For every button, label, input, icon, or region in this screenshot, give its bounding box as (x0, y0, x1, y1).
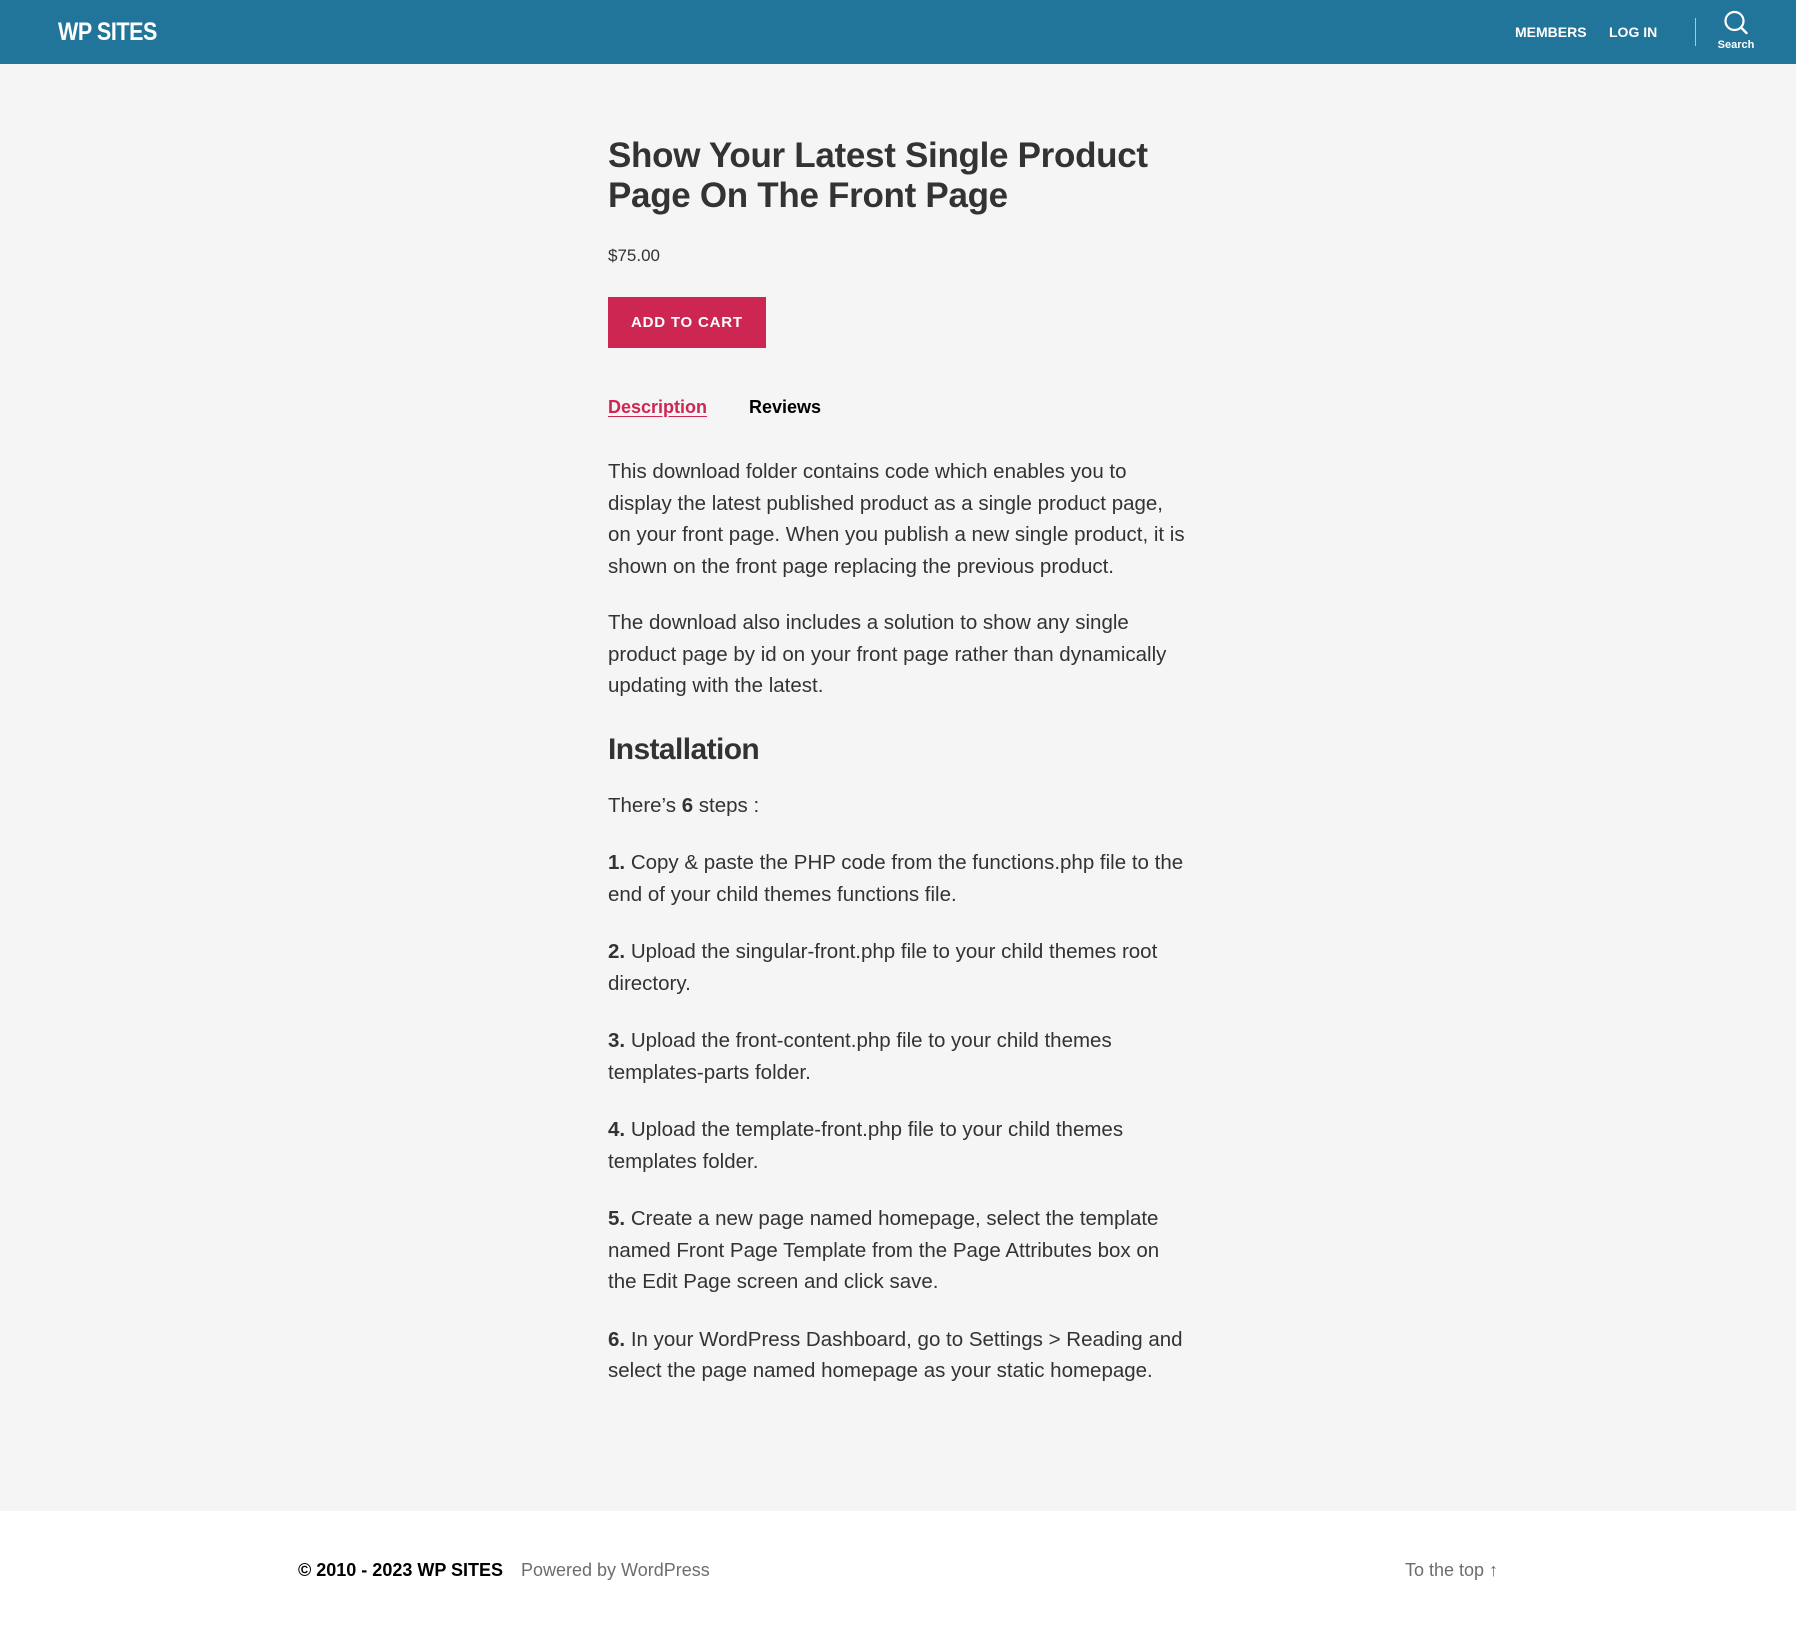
tab-description[interactable]: Description (608, 397, 708, 417)
step-text: Upload the front-content.php file to your child themes templates-parts folder. (608, 1029, 1112, 1084)
steps-count: 6 (681, 793, 694, 817)
installation-step (608, 1025, 1188, 1088)
search-label: Search (1717, 39, 1755, 51)
description-panel (608, 456, 1188, 1387)
product-tabs (608, 396, 1188, 420)
installation-step (608, 1114, 1188, 1177)
step-text: Create a new page named homepage, select the template named Front Page Template from the Page Attributes box on the Edit Page screen and click save. (608, 1207, 1160, 1293)
step-text: Copy & paste the PHP code from the functions.php file to the end of your child themes functions file. (608, 851, 1184, 906)
search-icon (1723, 10, 1749, 36)
description-paragraph: This download folder contains code which enables you to display the latest published product as a single product page, on your front page. When you publish a new single product, it is shown on the front page replacing the previous product. (608, 460, 1185, 578)
to-the-top-link[interactable]: To the top ↑ (1405, 1560, 1499, 1580)
tab-reviews[interactable]: Reviews (749, 397, 822, 417)
step-number: 3. (608, 1029, 626, 1052)
step-number: 6. (608, 1327, 626, 1351)
step-text: Upload the template-front.php file to your child themes templates folder. (608, 1118, 1124, 1173)
nav-link-members[interactable]: MEMBERS (1515, 24, 1587, 40)
search-toggle-button[interactable] (1706, 10, 1766, 56)
description-paragraph: The download also includes a solution to show any single product page by id on your front page rather than dynamically updating with the latest. (608, 611, 1167, 697)
step-text: Upload the singular-front.php file to your child themes root directory. (608, 940, 1158, 995)
product-content (608, 136, 1188, 1387)
add-to-cart-button[interactable]: ADD TO CART (608, 297, 766, 348)
product-title: Show Your Latest Single Product Page On The Front Page (608, 136, 1148, 215)
installation-step (608, 1203, 1188, 1298)
powered-by-wordpress-link[interactable]: Powered by WordPress (521, 1560, 710, 1580)
footer-copyright-link[interactable]: © 2010 - 2023 WP SITES (298, 1560, 504, 1580)
installation-step (608, 847, 1188, 910)
step-number: 1. (608, 851, 626, 874)
site-footer (0, 1511, 1796, 1626)
step-number: 4. (608, 1118, 626, 1141)
site-header (0, 0, 1796, 64)
steps-intro (608, 790, 1188, 822)
nav-divider (1695, 18, 1696, 46)
installation-step (608, 1324, 1188, 1387)
product-price: $75.00 (608, 246, 660, 265)
step-number: 2. (608, 940, 626, 963)
installation-heading: Installation (608, 732, 760, 766)
steps-intro-before: There’s (608, 793, 682, 817)
step-text: In your WordPress Dashboard, go to Settings > Reading and select the page named homepage as your static homepage. (608, 1327, 1183, 1382)
nav-link-log-in[interactable]: LOG IN (1609, 24, 1658, 40)
step-number: 5. (608, 1207, 626, 1230)
installation-step (608, 936, 1188, 999)
steps-intro-after: steps : (693, 793, 760, 817)
site-title-link[interactable]: WP SITES (58, 18, 157, 46)
